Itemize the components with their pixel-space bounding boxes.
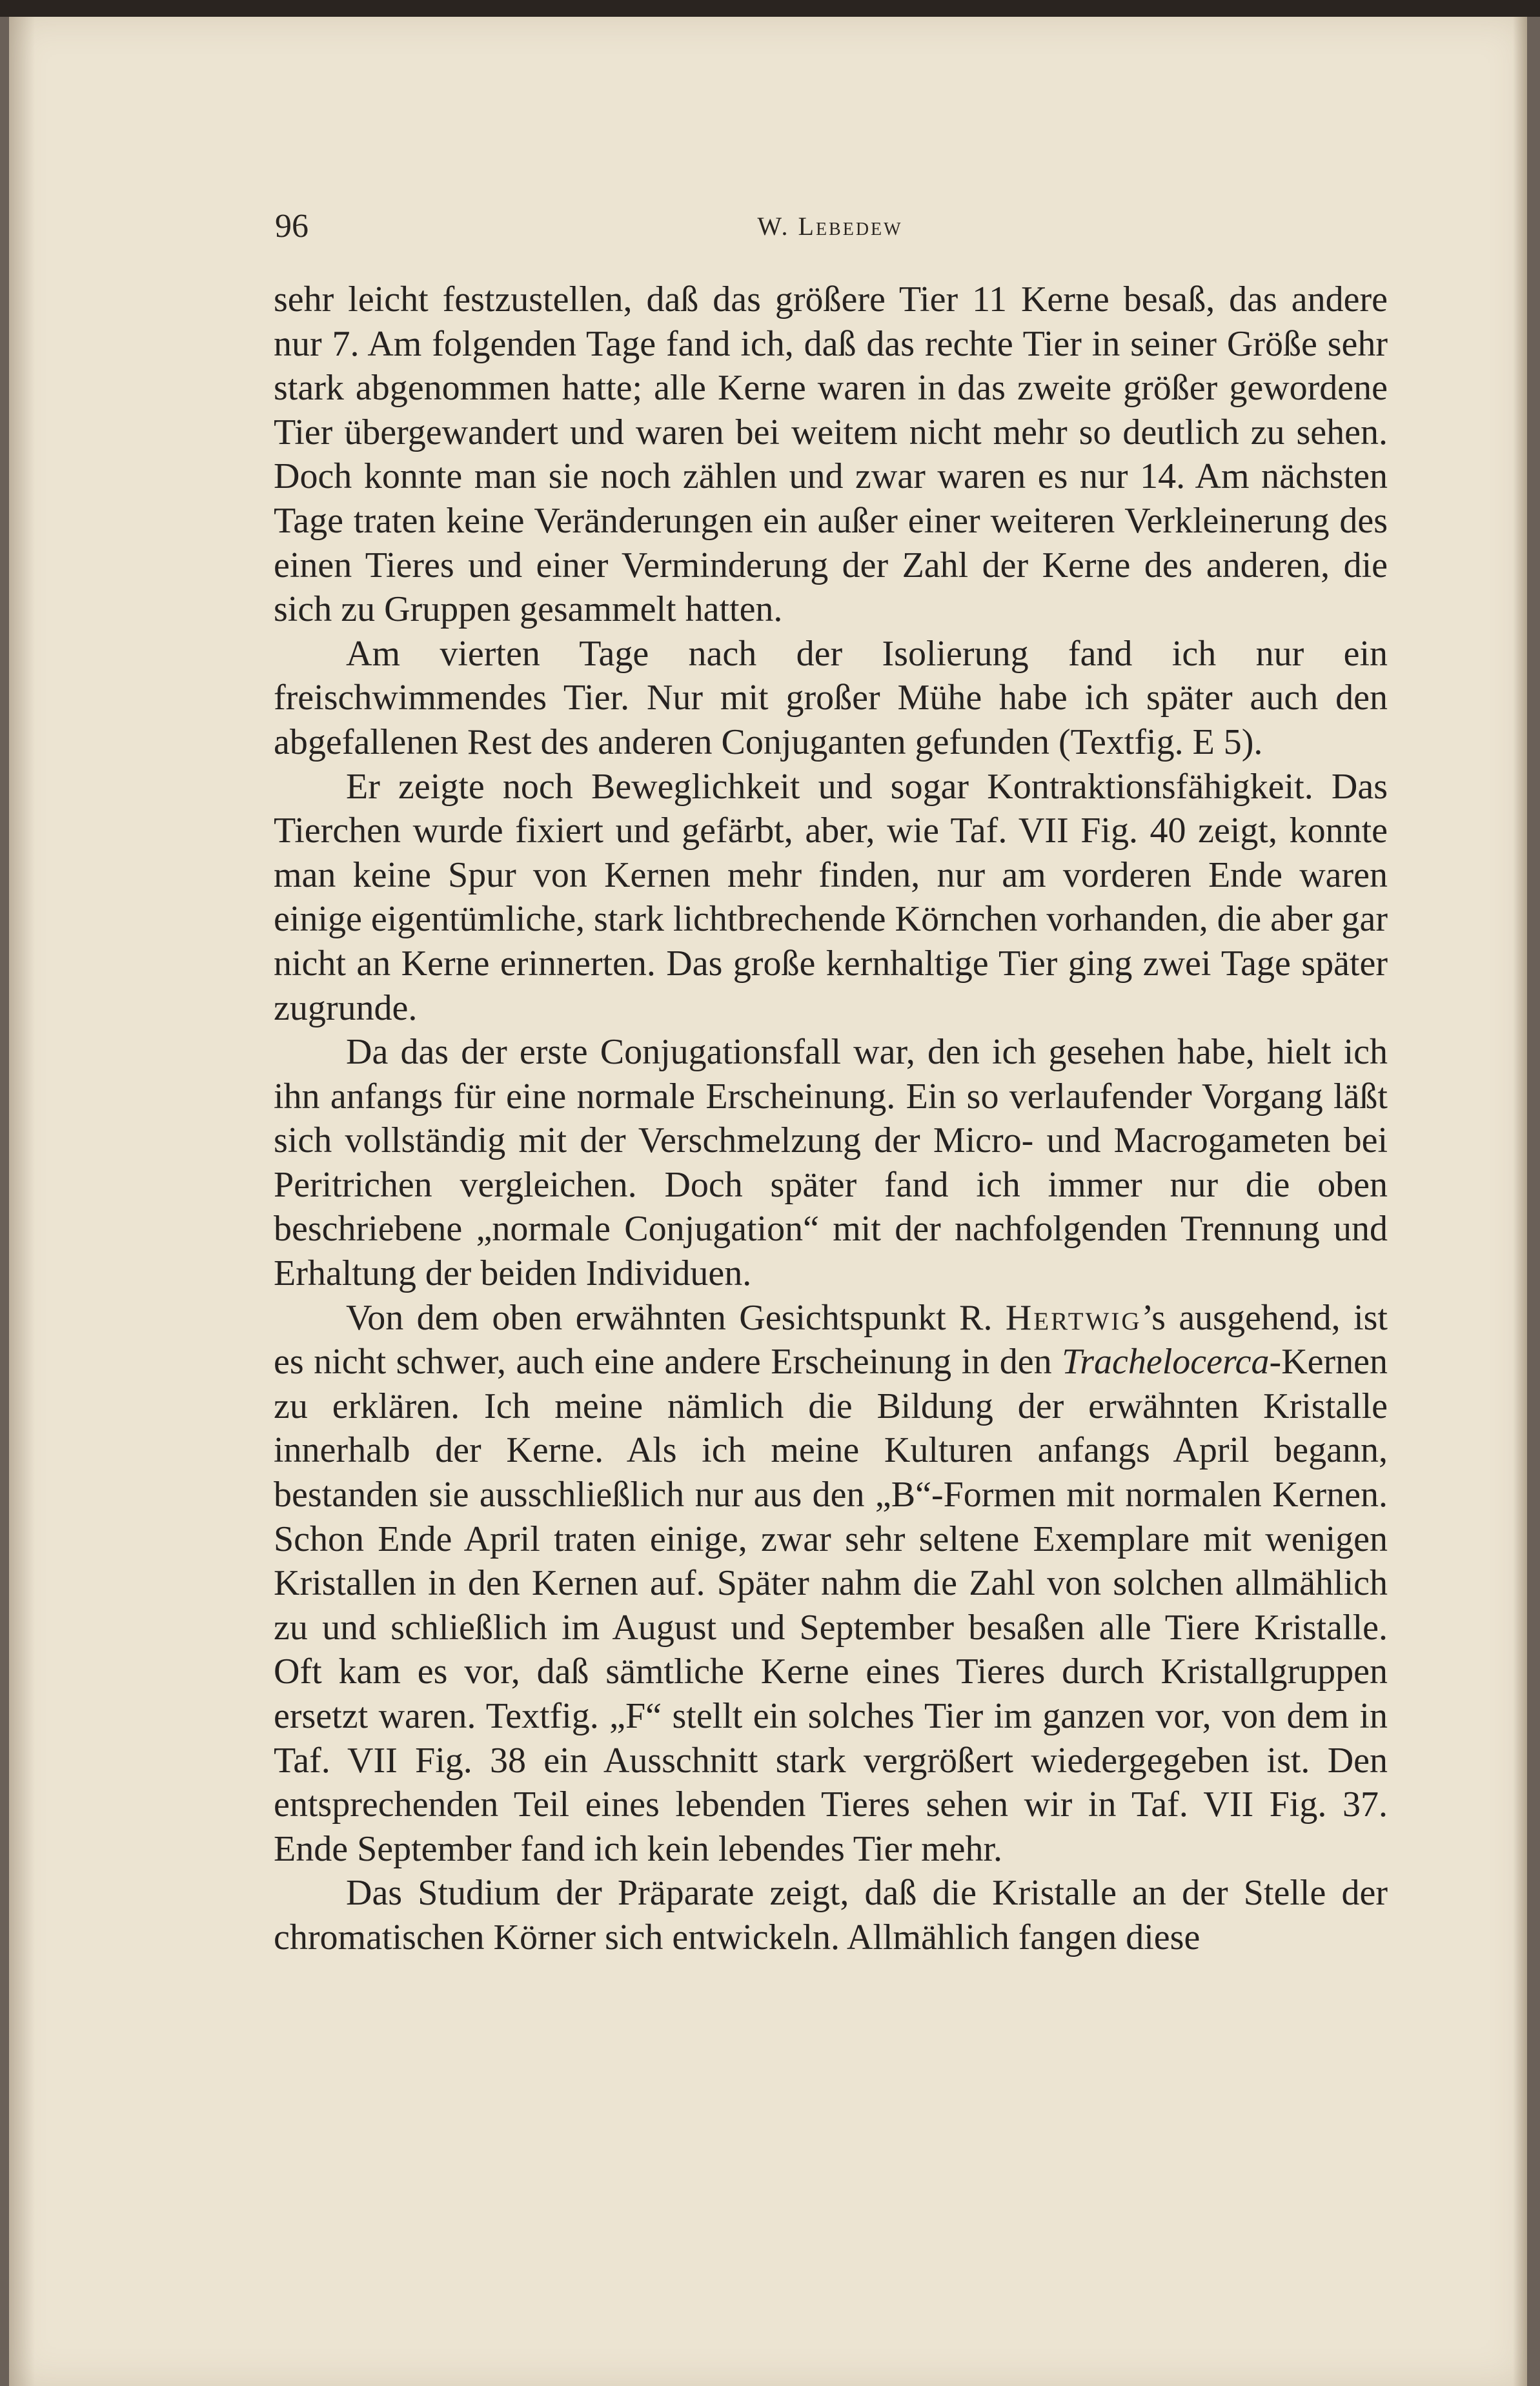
text-run: sehr leicht festzustellen, daß das größere Tier 11 Kerne besaß, das andere nur 7. Am folgenden Tage fand ich, daß das rechte Tier in seiner Größe sehr stark abgenommen hatte; alle Kerne waren in das zweite größer gewordene Tier übergewandert und waren bei weitem nicht mehr so deutlich zu sehen. Doch konnte man sie noch zählen und zwar waren es nur 14. Am nächsten Tage traten keine Veränderungen ein außer einer weiteren Verkleinerung des einen Tieres und einer Verminderung der Zahl der Kerne des anderen, die sich zu Gruppen gesammelt hatten. — [274, 279, 1388, 630]
binding-shadow — [9, 17, 35, 2386]
paragraph — [274, 1871, 1388, 1959]
text-run: Am vierten Tage nach der Isolierung fand ich nur ein freischwimmendes Tier. Nur mit großer Mühe habe ich später auch den abgefallenen Rest des anderen Conjuganten gefunden (Textfig. E 5). — [274, 633, 1388, 762]
text-run: Von dem oben erwähnten Gesichtspunkt R. — [346, 1297, 1006, 1338]
author-name: Hertwig — [1005, 1297, 1142, 1338]
text-run: Er zeigte noch Beweglichkeit und sogar Kontraktionsfähigkeit. Das Tierchen wurde fixiert und gefärbt, aber, wie Taf. VII Fig. 40 zeigt, konnte man keine Spur von Kernen mehr finden, nur am vorderen Ende waren einige eigentümliche, stark lichtbrechende Körnchen vorhanden, die aber gar nicht an Kerne erinnerten. Das große kernhaltige Tier ging zwei Tage später zugrunde. — [274, 766, 1388, 1028]
text-run: -Kernen zu erklären. Ich meine nämlich die Bildung der erwähnten Kristalle innerhalb der Kerne. Als ich meine Kulturen anfangs April begann, bestanden sie ausschließlich nur aus den „B“-Formen mit normalen Kernen. Schon Ende April traten einige, zwar sehr seltene Exemplare mit wenigen Kristallen in den Kernen auf. Später nahm die Zahl von solchen allmählich zu und schließlich im August und September besaßen alle Tiere Kristalle. Oft kam es vor, daß sämtliche Kerne eines Tieres durch Kristallgruppen ersetzt waren. Textfig. „F“ stellt ein solches Tier im ganzen vor, von dem in Taf. VII Fig. 38 ein Ausschnitt stark vergrößert wiedergegeben ist. Den entsprechenden Teil eines lebenden Tieres sehen wir in Taf. VII Fig. 37. Ende September fand ich kein lebendes Tier mehr. — [274, 1342, 1388, 1869]
paragraph — [274, 765, 1388, 1031]
paragraph — [274, 632, 1388, 765]
scan-top-border — [0, 0, 1540, 17]
page-edge — [1513, 17, 1527, 2386]
text-run: ’s ausgehend, ist es nicht schwer, auch eine andere Erscheinung in den — [274, 1297, 1388, 1382]
paragraph — [274, 1030, 1388, 1296]
page-header — [275, 204, 1385, 249]
page-number: 96 — [275, 208, 309, 245]
paragraph — [274, 278, 1388, 632]
text-run: Das Studium der Präparate zeigt, daß die Kristalle an der Stelle der chromatischen Körner sich entwickeln. Allmählich fangen diese — [274, 1873, 1388, 1957]
paragraph — [274, 1296, 1388, 1872]
genus-name: Trachelocerca — [1062, 1342, 1270, 1382]
running-head: W. Lebedew — [757, 212, 903, 241]
text-run: Da das der erste Conjugationsfall war, den ich gesehen habe, hielt ich ihn anfangs für eine normale Erscheinung. Ein so verlaufender Vorgang läßt sich vollständig mit der Verschmelzung der Micro- und Macrogameten bei Peritrichen vergleichen. Doch später fand ich immer nur die oben beschriebene „normale Conjugation“ mit der nachfolgenden Trennung und Erhaltung der beiden Individuen. — [274, 1032, 1388, 1294]
body-text — [274, 278, 1388, 1960]
